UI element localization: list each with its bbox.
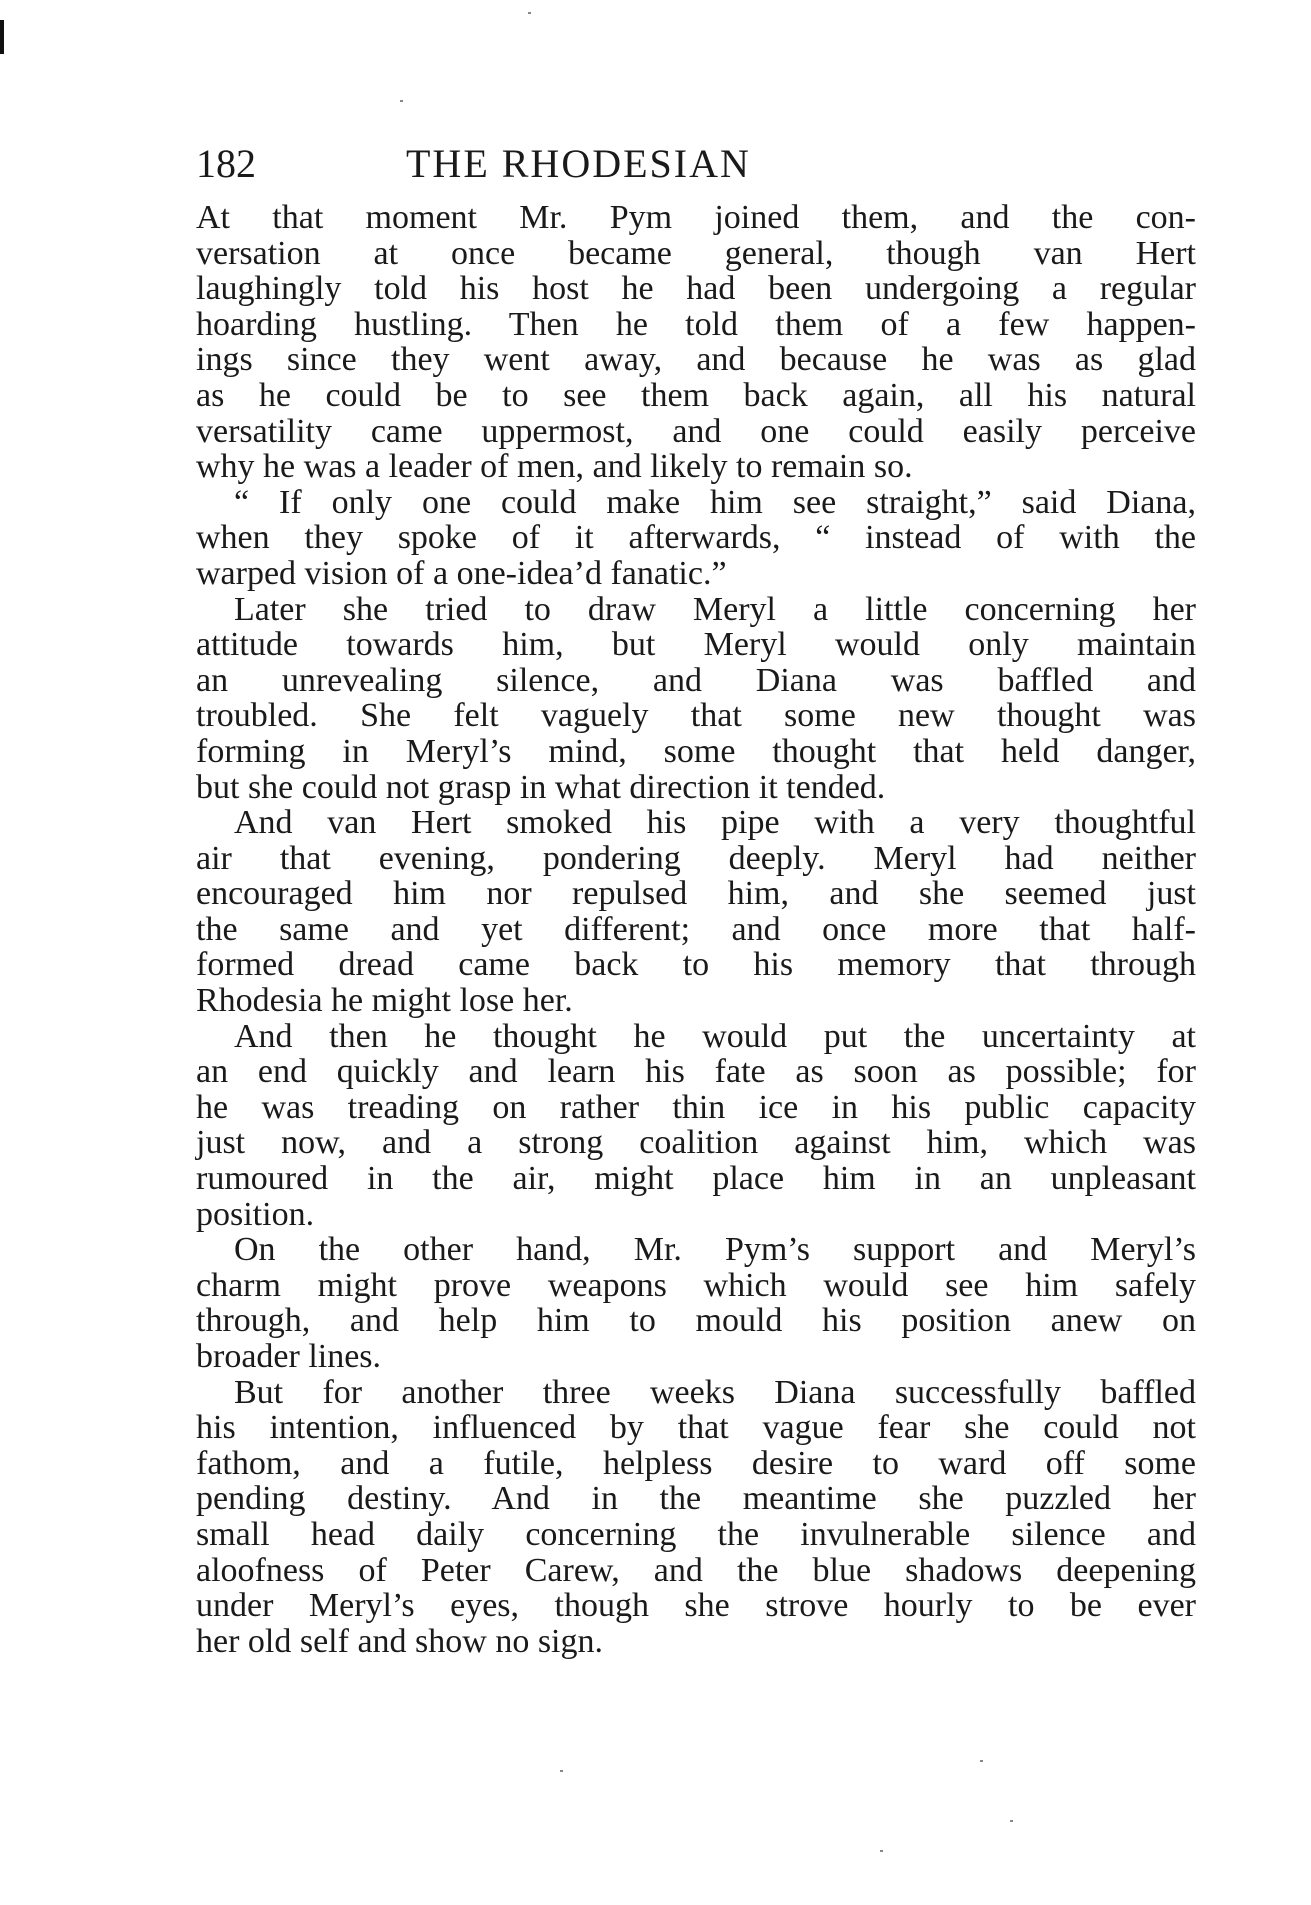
text-line: laughingly told his host he had been undergoing a regular (196, 270, 1196, 308)
text-line: And then he thought he would put the uncertainty at (234, 1017, 1196, 1055)
text-line: he was treading on rather thin ice in his public capacity (196, 1088, 1196, 1126)
text-line: an unrevealing silence, and Diana was baffled and (196, 661, 1196, 699)
text-line: his intention, influenced by that vague fear she could not (196, 1409, 1196, 1447)
text-line: forming in Meryl’s mind, some thought that held danger, (196, 732, 1196, 770)
text-line: charm might prove weapons which would see him safely (196, 1266, 1196, 1304)
text-line: formed dread came back to his memory that through (196, 946, 1196, 984)
text-line: And van Hert smoked his pipe with a very thoughtful (234, 804, 1196, 842)
page-number: 182 (196, 141, 256, 186)
text-line: rumoured in the air, might place him in an unpleasant (196, 1160, 1196, 1198)
text-line: Later she tried to draw Meryl a little concerning her (234, 590, 1196, 628)
text-line: ings since they went away, and because he was as glad (196, 341, 1196, 379)
text-line: position. (196, 1195, 315, 1233)
text-line: versatility came uppermost, and one could easily perceive (196, 412, 1196, 450)
text-line: warped vision of a one-idea’d fanatic.” (196, 554, 727, 592)
text-line: as he could be to see them back again, all his natural (196, 376, 1196, 414)
text-line: pending destiny. And in the meantime she puzzled her (196, 1480, 1196, 1518)
text-line: hoarding hustling. Then he told them of a few happen- (196, 305, 1196, 343)
text-line: through, and help him to mould his position anew on (196, 1302, 1196, 1340)
text-line: the same and yet different; and once more that half- (196, 910, 1196, 948)
text-line: “ If only one could make him see straight,” said Diana, (234, 483, 1196, 521)
text-line: encouraged him nor repulsed him, and she seemed just (196, 875, 1196, 913)
text-line: broader lines. (196, 1338, 382, 1375)
text-line: just now, and a strong coalition against him, which was (196, 1124, 1196, 1162)
text-line: an end quickly and learn his fate as soon as possible; for (196, 1053, 1196, 1091)
text-line: attitude towards him, but Meryl would only maintain (196, 626, 1196, 664)
text-line: her old self and show no sign. (196, 1622, 604, 1660)
text-line: troubled. She felt vaguely that some new thought was (196, 697, 1196, 735)
text-line: But for another three weeks Diana successfully baffled (234, 1373, 1196, 1411)
text-line: why he was a leader of men, and likely to remain so. (196, 448, 913, 486)
text-line: On the other hand, Mr. Pym’s support and Meryl’s (234, 1231, 1196, 1269)
text-line: Rhodesia he might lose her. (196, 982, 573, 1020)
text-line: At that moment Mr. Pym joined them, and the con- (196, 199, 1196, 236)
scan-edge-mark (0, 20, 4, 54)
text-line: fathom, and a futile, helpless desire to ward off some (196, 1444, 1196, 1482)
text-line: but she could not grasp in what direction it tended. (196, 768, 886, 806)
running-title: THE RHODESIAN (406, 141, 751, 186)
body-text (196, 200, 1196, 1659)
text-line: under Meryl’s eyes, though she strove hourly to be ever (196, 1587, 1196, 1625)
text-line: small head daily concerning the invulnerable silence and (196, 1515, 1196, 1553)
text-line: aloofness of Peter Carew, and the blue shadows deepening (196, 1551, 1196, 1589)
text-line: when they spoke of it afterwards, “ instead of with the (196, 519, 1196, 557)
text-line: versation at once became general, though van Hert (196, 234, 1196, 272)
page-header (196, 140, 1196, 190)
text-line: air that evening, pondering deeply. Meryl had neither (196, 839, 1196, 877)
